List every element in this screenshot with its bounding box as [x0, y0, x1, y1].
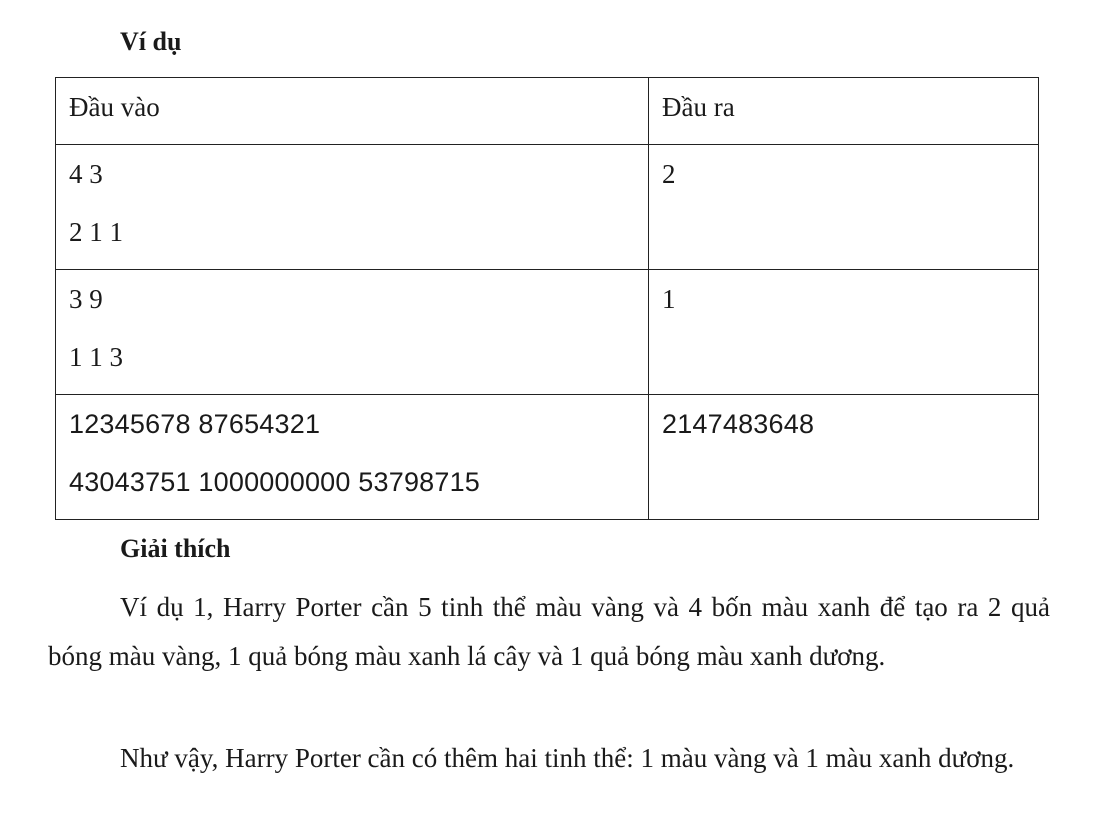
- example-heading: Ví dụ: [120, 27, 182, 56]
- output-cell: [649, 270, 1039, 395]
- input-line: 1 1 3: [69, 342, 123, 372]
- output-line: 1: [662, 284, 676, 314]
- table-row: [56, 270, 1039, 395]
- explanation-paragraph: Ví dụ 1, Harry Porter cần 5 tinh thể màu vàng và 4 bốn màu xanh để tạo ra 2 quả bóng màu vàng, 1 quả bóng màu xanh lá cây và 1 quả bóng màu xanh dương.: [48, 592, 1050, 671]
- input-cell: [56, 145, 649, 270]
- examples-table: [55, 77, 1039, 520]
- explanation-paragraph: Như vậy, Harry Porter cần có thêm hai tinh thể: 1 màu vàng và 1 màu xanh dương.: [120, 743, 1015, 773]
- input-line: 2 1 1: [69, 217, 123, 247]
- input-line: 4 3: [69, 159, 103, 189]
- explanation-heading: Giải thích: [120, 534, 231, 563]
- output-line: 2: [662, 159, 676, 189]
- table-row: [56, 145, 1039, 270]
- table-header-row: [56, 78, 1039, 145]
- output-cell: [649, 395, 1039, 520]
- output-line: 2147483648: [662, 409, 815, 439]
- output-column-header: Đầu ra: [649, 78, 1039, 145]
- input-line: 3 9: [69, 284, 103, 314]
- input-column-header: Đầu vào: [56, 78, 649, 145]
- input-cell: [56, 270, 649, 395]
- input-line: 12345678 87654321: [69, 409, 321, 439]
- input-line: 43043751 1000000000 53798715: [69, 467, 481, 497]
- table-row: [56, 395, 1039, 520]
- output-cell: [649, 145, 1039, 270]
- input-cell: [56, 395, 649, 520]
